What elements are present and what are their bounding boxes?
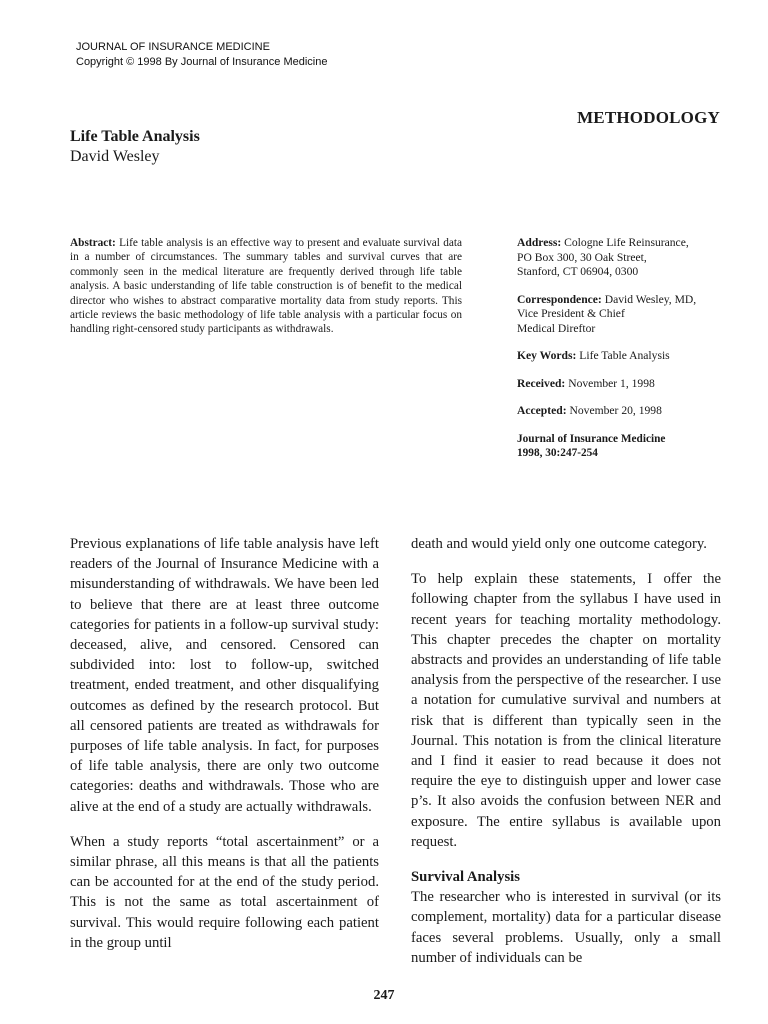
article-title: Life Table Analysis — [70, 128, 200, 145]
body-column-left — [70, 534, 379, 968]
paragraph: When a study reports “total ascertainment” or a similar phrase, all this means is that all the patients can be accounted for at the end of the study period. This is not the same as total ascertainment of survival. This would require following each patient in the group until — [70, 833, 379, 951]
accepted-label: Accepted: — [517, 404, 567, 417]
abstract — [70, 236, 462, 337]
received-date: November 1, 1998 — [568, 376, 655, 390]
citation-block — [517, 432, 737, 461]
accepted-block — [517, 404, 737, 419]
received-block — [517, 377, 737, 392]
correspondence-line-3: Medical Direftor — [517, 321, 596, 335]
address-line-3: Stanford, CT 06904, 0300 — [517, 265, 639, 278]
body-column-right — [411, 534, 721, 983]
copyright-line: Copyright © 1998 By Journal of Insurance Medicine — [76, 56, 328, 68]
section-label: METHODOLOGY — [577, 108, 720, 127]
paragraph: The researcher who is interested in survival (or its complement, mortality) data for a particular disease faces several problems. Usually, only a small number of individuals can be — [411, 889, 721, 966]
page-number: 247 — [373, 988, 395, 1003]
address-line-2: PO Box 300, 30 Oak Street, — [517, 250, 647, 264]
keywords-label: Key Words: — [517, 349, 577, 362]
section-heading: Survival Analysis — [411, 869, 520, 886]
abstract-label: Abstract: — [70, 237, 116, 249]
paragraph: Previous explanations of life table analysis have left readers of the Journal of Insurance Medicine with a misunderstanding of withdrawals. We have been led to believe that there are at least three outcome categories for patients in a follow-up survival study: deceased, alive, and censored. Censored can subdivided into: lost to follow-up, switched treatment, ended treatment, and other disqualifying outcomes as defined by the research protocol. But all censored patients are treated as withdrawals for purposes of life table analysis. In fact, for purposes of life table analysis, there are only two outcome categories: deaths and withdrawals. Those who are alive at the end of a study are actually withdrawals. — [70, 536, 379, 815]
address-line-1: Cologne Life Reinsurance, — [564, 236, 689, 249]
journal-name: JOURNAL OF INSURANCE MEDICINE — [76, 41, 270, 53]
correspondence-line-2: Vice President & Chief — [517, 307, 625, 320]
correspondence-block — [517, 293, 737, 337]
paragraph: To help explain these statements, I offer the following chapter from the syllabus I have used in recent years for teaching mortality methodology. This chapter precedes the chapter on mortality abstracts and provides an understanding of life table analysis from the perspective of the researcher. I use a notation for cumulative survival and numbers at risk that is different than typically seen in the Journal. This notation is from the clinical literature and I find it easier to read because it does not require the eye to distinguish upper and lower case p’s. It also avoids the confusion between NER and exposure. The entire syllabus is available upon request. — [411, 571, 721, 850]
address-block — [517, 236, 737, 280]
address-label: Address: — [517, 236, 562, 249]
citation-volume: 1998, 30:247-254 — [517, 447, 598, 459]
keywords-block — [517, 349, 737, 364]
paragraph: death and would yield only one outcome category. — [411, 536, 707, 552]
citation-journal: Journal of Insurance Medicine — [517, 432, 666, 445]
accepted-date: November 20, 1998 — [569, 404, 662, 417]
received-label: Received: — [517, 376, 566, 390]
keywords-value: Life Table Analysis — [579, 349, 670, 362]
abstract-text: Life table analysis is an effective way to present and evaluate survival data in a number of circumstances. The summary tables and survival curves that are commonly seen in the medical literature are frequently derived through life table analysis. A basic understanding of life table construction is of benefit to the medical director who wishes to abstract comparative mortality data from study reports. This article reviews the basic methodology of life table analysis with a particular focus on handling right-censored study participants as withdrawals. — [70, 237, 463, 336]
journal-header — [76, 40, 327, 70]
article-author: David Wesley — [70, 148, 160, 165]
article-metadata — [517, 236, 737, 474]
correspondence-line-1: David Wesley, MD, — [604, 292, 697, 306]
correspondence-label: Correspondence: — [517, 292, 602, 306]
